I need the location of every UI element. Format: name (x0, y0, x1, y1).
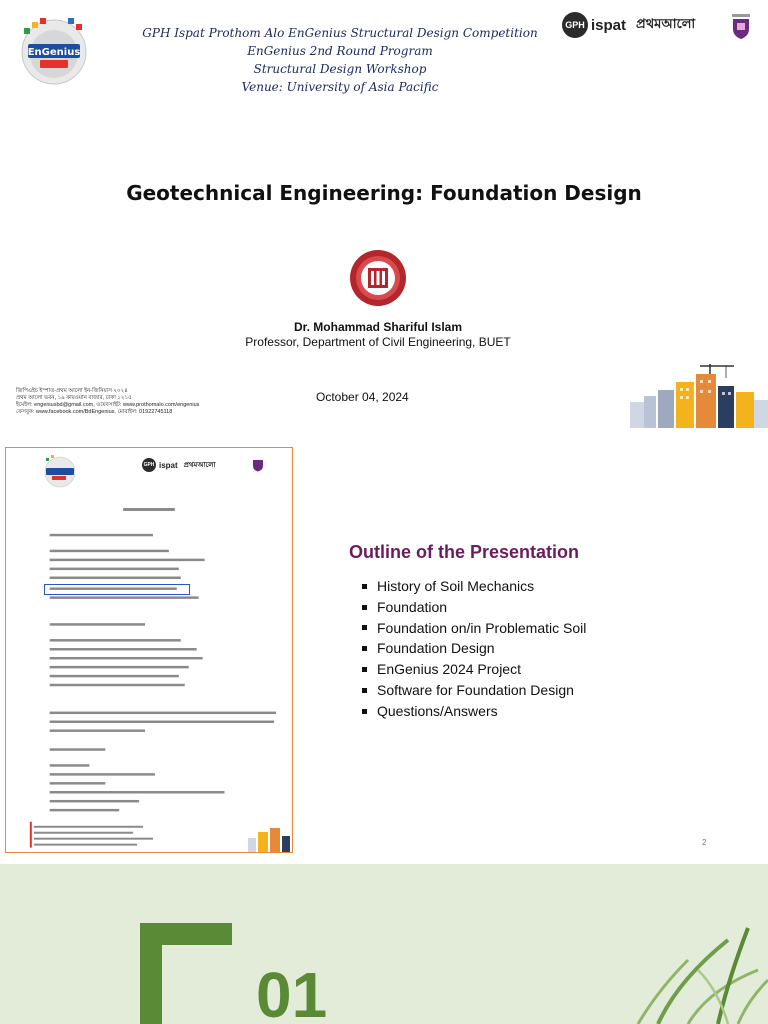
bullet-icon (362, 584, 367, 589)
uap-crest-icon (730, 14, 752, 40)
outline-item-label: Foundation on/in Problematic Soil (377, 619, 587, 636)
bullet-icon (362, 667, 367, 672)
header-line-workshop: Structural Design Workshop (253, 62, 427, 76)
outline-item-label: Software for Foundation Design (377, 681, 574, 698)
document-text-lines (6, 448, 292, 852)
outline-item-software (362, 680, 586, 701)
engenius-logo-text: EnGenius (27, 47, 81, 58)
contact-info (16, 388, 256, 416)
presentation-title: Geotechnical Engineering: Foundation Design (126, 181, 642, 205)
presenter-name: Dr. Mohammad Shariful Islam (293, 320, 463, 334)
event-header (120, 24, 560, 96)
section-number: 01 (256, 959, 328, 1024)
header-line-venue: Venue: University of Asia Pacific (241, 80, 439, 94)
grass-leaves-illustration (618, 920, 768, 1024)
section-divider-slide (0, 864, 768, 1024)
outline-item-questions (362, 701, 586, 722)
corner-bracket-shape (140, 923, 232, 1024)
engenius-logo (10, 14, 94, 86)
city-skyline-illustration (626, 362, 768, 428)
outline-list (362, 576, 586, 722)
outline-item-label: Foundation (377, 598, 448, 615)
outline-item-foundation-design (362, 638, 586, 659)
presenter-role: Professor, Department of Civil Engineering, BUET (245, 335, 511, 349)
contact-line-address: প্রথম আলো ভবন, ১৯ কারওয়ান বাজার, ঢাকা ১২১৫ (16, 395, 132, 401)
outline-item-engenius-project (362, 659, 586, 680)
ispat-logo-text: ispat (591, 16, 627, 34)
outline-item-label: EnGenius 2024 Project (377, 661, 521, 678)
doc-prothom-alo-logo: প্রথমআলো (183, 460, 216, 469)
doc-skyline-illustration (246, 824, 292, 852)
sponsor-logos (562, 10, 695, 40)
bullet-icon (362, 625, 367, 630)
contact-line-email-web: ইমেইল: engeniusbd@gmail.com, ওয়েবসাইট: www.prothomalo.com/engenius (16, 402, 200, 408)
doc-highlight-box (44, 584, 190, 595)
document-thumbnail (5, 447, 293, 853)
gph-logo: GPH (562, 12, 588, 38)
presentation-date: October 04, 2024 (316, 390, 409, 404)
doc-ispat-logo-text: ispat (159, 460, 178, 470)
header-line-competition: GPH Ispat Prothom Alo EnGenius Structural Design Competition (142, 26, 538, 40)
outline-item-soil-history (362, 576, 586, 597)
page-number: 2 (702, 838, 707, 847)
contact-line-org: জিপিএইচ ইস্পাত-প্রথম আলো ইন-জিনিয়াস ২০২৪ (16, 388, 128, 394)
bullet-icon (362, 709, 367, 714)
bullet-icon (362, 605, 367, 610)
outline-item-label: Foundation Design (377, 640, 495, 657)
buet-logo-icon (348, 248, 408, 308)
contact-line-facebook-phone: ফেসবুক: www.facebook.com/BdEngenius, মোবাইল: 01922745118 (16, 409, 173, 415)
header-line-program: EnGenius 2nd Round Program (247, 44, 433, 58)
doc-gph-logo: GPH (142, 458, 156, 472)
bullet-icon (362, 646, 367, 651)
outline-title: Outline of the Presentation (349, 542, 580, 562)
outline-item-label: Questions/Answers (377, 702, 498, 719)
prothom-alo-logo: প্রথমআলো (636, 16, 696, 32)
outline-item-problematic-soil (362, 618, 586, 639)
title-slide (0, 0, 768, 432)
outline-slide (0, 432, 768, 864)
bullet-icon (362, 688, 367, 693)
outline-item-foundation (362, 597, 586, 618)
outline-item-label: History of Soil Mechanics (377, 578, 535, 594)
